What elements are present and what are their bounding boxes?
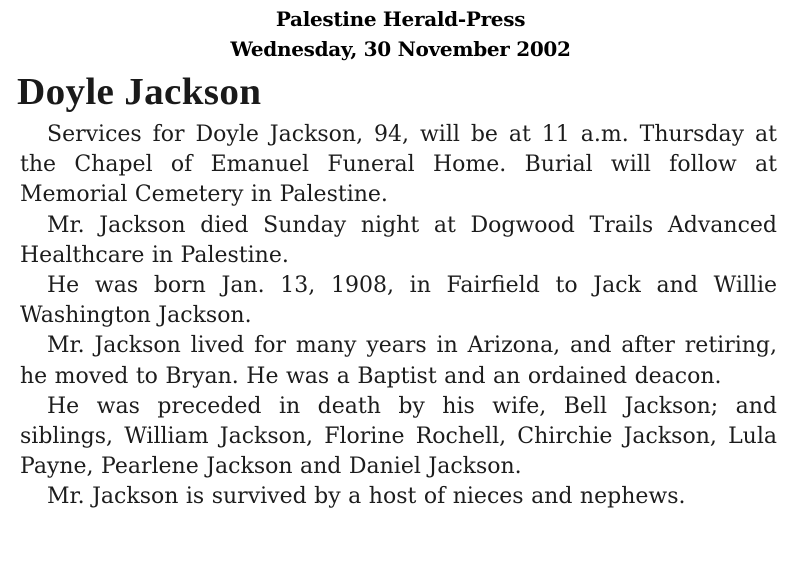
paragraph-survivors: Mr. Jackson is survived by a host of nieces and nephews.	[47, 484, 686, 510]
paragraph-death: Mr. Jackson died Sunday night at Dogwood Trails Advanced Healthcare in Palestine.	[20, 212, 777, 268]
obituary-headline: Doyle Jackson	[17, 71, 262, 113]
paragraph-birth: He was born Jan. 13, 1908, in Fairfield to Jack and Willie Washington Jackson.	[20, 273, 777, 329]
paragraph-services: Services for Doyle Jackson, 94, will be at 11 a.m. Thursday at the Chapel of Emanuel Funeral Home. Burial will follow at Memorial Cemetery in Palestine.	[20, 122, 777, 208]
newspaper-name: Palestine Herald-Press	[275, 7, 526, 31]
obituary-body	[20, 120, 777, 513]
paragraph-life: Mr. Jackson lived for many years in Arizona, and after retiring, he moved to Bryan. He was a Baptist and an ordained deacon.	[20, 333, 777, 389]
paragraph-preceded: He was preceded in death by his wife, Bell Jackson; and siblings, William Jackson, Florine Rochell, Chirchie Jackson, Lula Payne, Pearlene Jackson and Daniel Jackson.	[20, 393, 777, 480]
publication-date: Wednesday, 30 November 2002	[230, 37, 571, 61]
